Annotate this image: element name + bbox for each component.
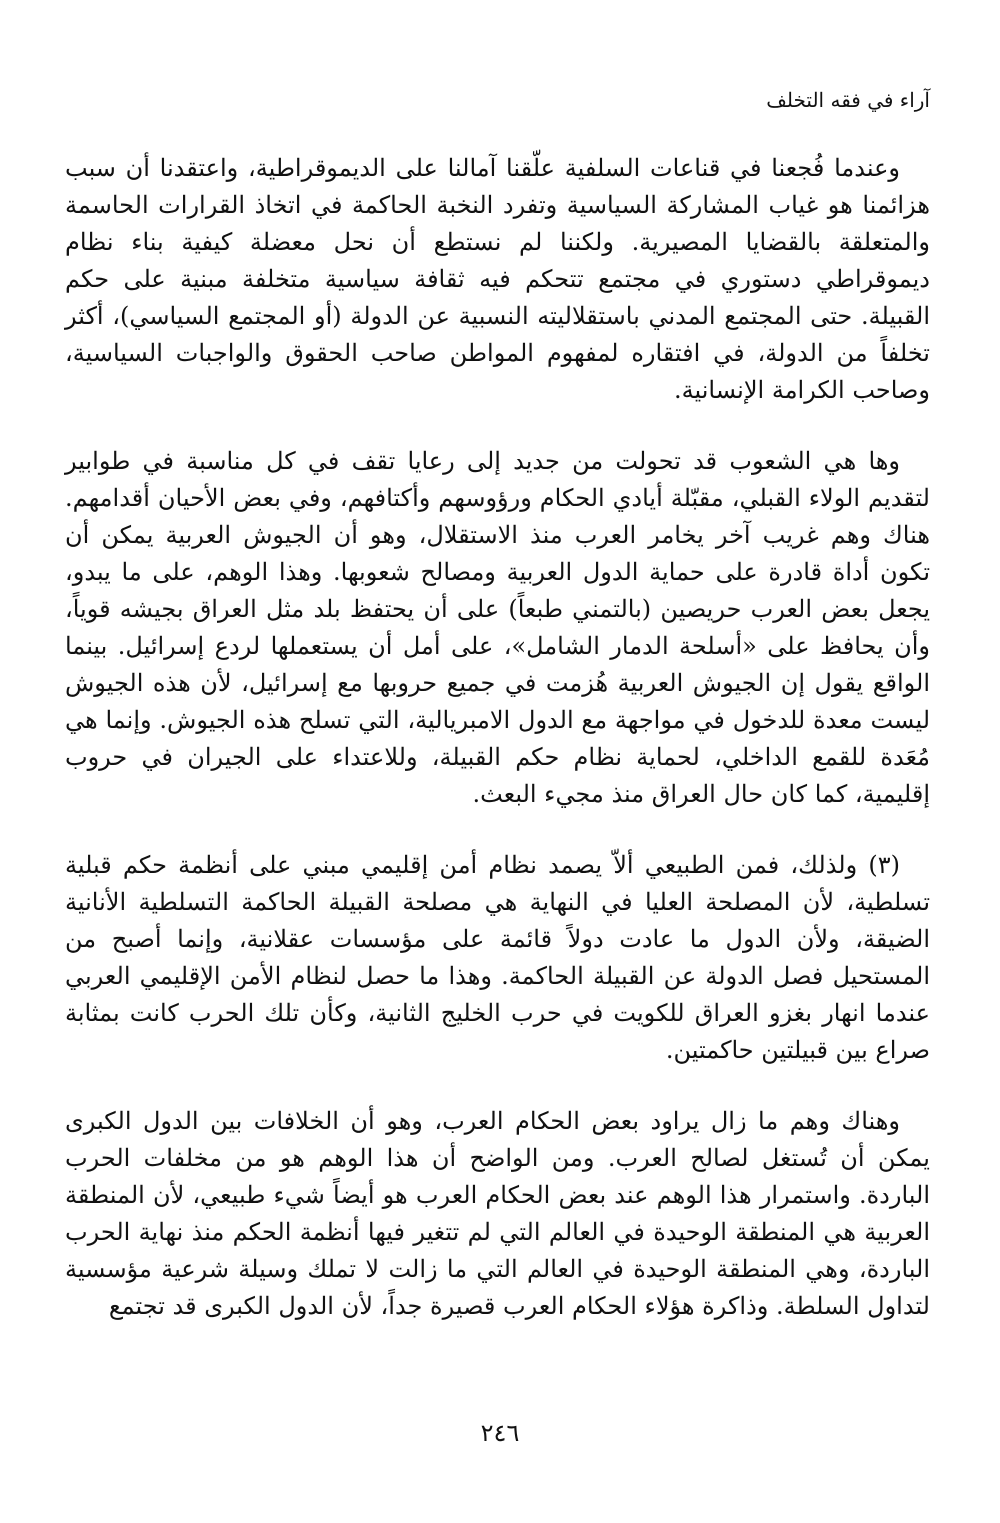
paragraph-4: وهناك وهم ما زال يراود بعض الحكام العرب، وهو أن الخلافات بين الدول الكبرى يمكن أن تُستغل لصالح العرب. ومن الواضح أن هذا الوهم هو من مخلفات الحرب الباردة. واستمرار هذا الوهم عند بعض الحكام العرب هو أيضاً شيء طبيعي، لأن المنطقة العربية هي المنطقة الوحيدة في العالم التي لم تتغير فيها أنظمة الحكم منذ نهاية الحرب الباردة، وهي المنطقة الوحيدة في العالم التي ما زالت لا تملك وسيلة شرعية مؤسسية لتداول السلطة. وذاكرة هؤلاء الحكام العرب قصيرة جداً، لأن الدول الكبرى قد تجتمع <box>65 1107 930 1320</box>
body-text <box>65 150 930 1325</box>
paragraph-2: وها هي الشعوب قد تحولت من جديد إلى رعايا تقف في كل مناسبة في طوابير لتقديم الولاء القبلي، مقبّلة أيادي الحكام ورؤوسهم وأكتافهم، وفي بعض الأحيان أقدامهم. هناك وهم غريب آخر يخامر العرب منذ الاستقلال، وهو أن الجيوش العربية يمكن أن تكون أداة قادرة على حماية الدول العربية ومصالح شعوبها. وهذا الوهم، على ما يبدو، يجعل بعض العرب حريصين (بالتمني طبعاً) على أن يحتفظ بلد مثل العراق بجيشه قوياً، وأن يحافظ على «أسلحة الدمار الشامل»، على أمل أن يستعملها لردع إسرائيل. بينما الواقع يقول إن الجيوش العربية هُزمت في جميع حروبها مع إسرائيل، لأن هذه الجيوش ليست معدة للدخول في مواجهة مع الدول الامبريالية، التي تسلح هذه الجيوش. وإنما هي مُعَدة للقمع الداخلي، لحماية نظام حكم القبيلة، وللاعتداء على الجيران في حروب إقليمية، كما كان حال العراق منذ مجيء البعث. <box>65 447 931 808</box>
paragraph-3: (٣) ولذلك، فمن الطبيعي ألاّ يصمد نظام أمن إقليمي مبني على أنظمة حكم قبلية تسلطية، لأن المصلحة العليا في النهاية هي مصلحة القبيلة الحاكمة التسلطية الأنانية الضيقة، ولأن الدول ما عادت دولاً قائمة على مؤسسات عقلانية، وإنما أصبح من المستحيل فصل الدولة عن القبيلة الحاكمة. وهذا ما حصل لنظام الأمن الإقليمي العربي عندما انهار بغزو العراق للكويت في حرب الخليج الثانية، وكأن تلك الحرب كانت بمثابة صراع بين قبيلتين حاكمتين. <box>65 851 930 1064</box>
running-header-title: آراء في فقه التخلف <box>766 88 930 112</box>
paragraph-1: وعندما فُجعنا في قناعات السلفية علّقنا آمالنا على الديموقراطية، واعتقدنا أن سبب هزائمنا هو غياب المشاركة السياسية وتفرد النخبة الحاكمة في اتخاذ القرارات الحاسمة والمتعلقة بالقضايا المصيرية. ولكننا لم نستطع أن نحل معضلة كيفية بناء نظام ديموقراطي دستوري في مجتمع تتحكم فيه ثقافة سياسية متخلفة مبنية على حكم القبيلة. حتى المجتمع المدني باستقلاليته النسبية عن الدولة (أو المجتمع السياسي)، أكثر تخلفاً من الدولة، في افتقاره لمفهوم المواطن صاحب الحقوق والواجبات السياسية، وصاحب الكرامة الإنسانية. <box>65 154 931 404</box>
page-number: ٢٤٦ <box>480 1419 520 1447</box>
